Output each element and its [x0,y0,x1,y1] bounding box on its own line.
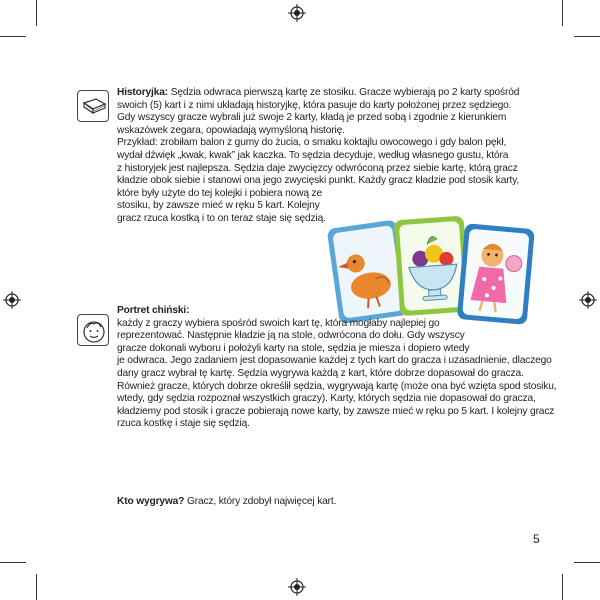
text-line: kładziemy pod stosik i gracze pobierają nowe karty, by zawsze mieć w ręku po 5 kart. I kolejny gracz [117,405,555,417]
crop-mark [36,0,37,26]
crop-mark [36,574,37,600]
text-line: reprezentować. Następnie kładzie ją na stole, odwrócona do dołu. Gdy wszyscy [117,330,465,342]
section-portrait-title: Portret chiński: [117,305,190,316]
crop-mark [574,562,600,563]
winner-line [117,496,336,507]
text-line: wydał dźwięk „kwak, kwak” jak kaczka. To sędzia decyduje, według własnego gustu, która [117,149,509,161]
registration-mark-icon [579,291,597,309]
text-line: swoich (5) kart i z nimi układają historyjkę, która pasuje do karty położonej przez sędziego. [117,99,512,111]
text-line: Również gracze, których dobrze określił sędzia, wygrywają kartę (może ona być wzięta spod stosiku, [117,380,557,392]
section-portrait [117,305,562,431]
text-line: dany gracz wybrał tę kartę. Sędzia wygrywa każdą z kart, które dobrze dopasował do gracza. [117,367,524,379]
text-line: gracze dokonali wyboru i położyli karty na stole, sędzia je miesza i dopiero wtedy [117,342,470,354]
text-line: które były użyte do tej kolejki i pobiera nową ze [117,187,323,199]
text-line: je odwraca. Jego zadaniem jest dopasowanie każdej z tych kart do gracza i uzasadnienie, dlaczego [117,355,552,367]
registration-mark-icon [288,578,306,596]
winner-text: Gracz, który zdobył najwięcej kart. [184,496,337,507]
text-line: każdy z graczy wybiera spośród swoich kart tę, która mogłaby najlepiej go [117,317,440,329]
registration-mark-icon [288,4,306,22]
text-line: rzuca kostkę i staje się sędzią. [117,418,250,430]
text-line: Sędzia odwraca pierwszą kartę ze stosiku. Gracze wybierają po 2 karty spośród [170,87,520,98]
crop-mark [562,574,563,600]
book-icon [77,90,109,122]
text-line: Przykład: zrobiłam balon z gumy do żucia, o smaku koktajlu owocowego i gdy balon pękł, [117,137,507,149]
text-line: wskazówek zegara, opowiadają wymyśloną historię. [117,124,345,136]
crop-mark [0,36,26,37]
crop-mark [0,562,26,563]
text-line: Gdy wszyscy gracze wybrali już swoje 2 karty, kładą je przed sobą i zgodnie z kierunkiem [117,112,507,124]
text-line: stosiku, by zawsze mieć w ręku 5 kart. Kolejny [117,200,320,212]
text-line: kładzie obok siebie i stanowi ona jego zwycięski punkt. Każdy gracz kładzie pod stosik karty, [117,175,520,187]
page-number: 5 [533,532,540,546]
section-story [117,87,557,226]
crop-mark [574,36,600,37]
face-icon [77,314,109,346]
text-line: gracz rzuca kostką i to on teraz staje się sędzią. [117,212,326,224]
crop-mark [562,0,563,26]
text-line: wtedy, gdy sędzia rozpoznał wszystkich graczy). Karty, których sędzia nie dopasował do gracza, [117,393,536,405]
registration-mark-icon [3,291,21,309]
text-line: z historyjek jest najlepsza. Sędzia daje zwycięzcy odwróconą przez siebie kartę, którą gracz [117,162,518,174]
winner-label: Kto wygrywa? [117,496,185,507]
section-story-title: Historyjka: [117,87,169,98]
